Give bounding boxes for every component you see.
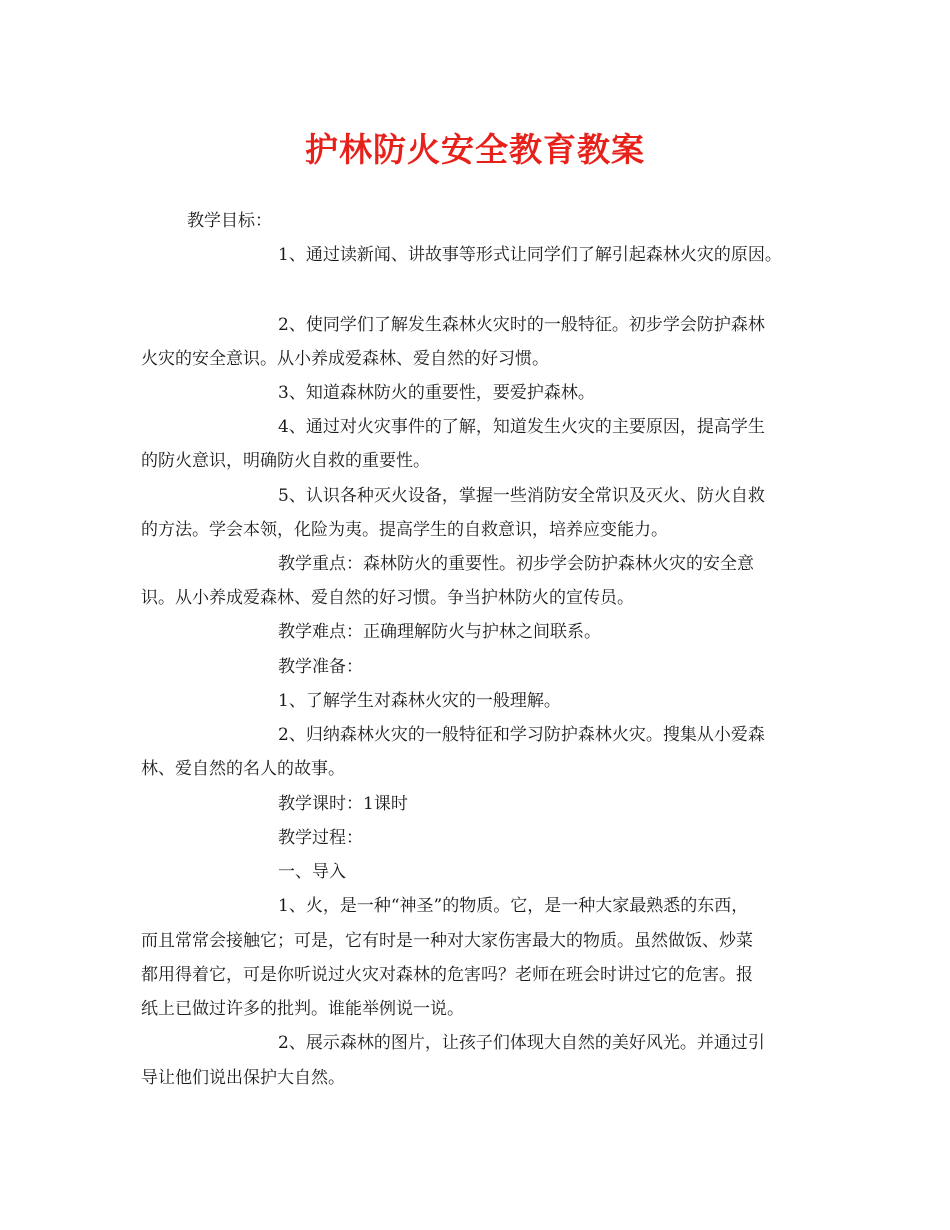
text-line: 1、火，是一种“神圣”的物质。它，是一种大家最熟悉的东西， [278, 896, 749, 916]
text-line: 教学重点：森林防火的重要性。初步学会防护森林火灾的安全意 [278, 554, 754, 574]
text-line: 而且常常会接触它；可是，它有时是一种对大家伤害最大的物质。虽然做饭、炒菜 [141, 931, 753, 951]
text-line: 2、展示森林的图片，让孩子们体现大自然的美好风光。并通过引 [278, 1033, 765, 1053]
text-line: 4、通过对火灾事件的了解，知道发生火灾的主要原因，提高学生 [278, 417, 765, 437]
text-line: 教学准备： [278, 657, 363, 677]
text-line: 火灾的安全意识。从小养成爱森林、爱自然的好习惯。 [141, 349, 549, 369]
text-line: 导让他们说出保护大自然。 [141, 1068, 345, 1088]
text-line: 2、使同学们了解发生森林火灾时的一般特征。初步学会防护森林 [278, 315, 765, 335]
text-line: 5、认识各种灭火设备，掌握一些消防安全常识及灭火、防火自救 [278, 486, 765, 506]
text-line: 教学难点：正确理解防火与护林之间联系。 [278, 622, 601, 642]
text-line: 1、了解学生对森林火灾的一般理解。 [278, 691, 561, 711]
text-line: 3、知道森林防火的重要性，要爱护森林。 [278, 383, 595, 403]
text-line: 教学课时：1课时 [278, 794, 408, 814]
text-line: 的方法。学会本领，化险为夷。提高学生的自救意识，培养应变能力。 [141, 520, 668, 540]
document-title: 护林防火安全教育教案 [305, 130, 645, 169]
text-line: 纸上已做过许多的批判。谁能举例说一说。 [141, 999, 464, 1019]
text-line: 的防火意识，明确防火自救的重要性。 [141, 451, 430, 471]
text-line: 2、归纳森林火灾的一般特征和学习防护森林火灾。搜集从小爱森 [278, 725, 765, 745]
text-line: 识。从小养成爱森林、爱自然的好习惯。争当护林防火的宣传员。 [141, 588, 634, 608]
text-line: 教学目标： [187, 211, 272, 231]
text-line: 教学过程： [278, 828, 363, 848]
text-line: 林、爱自然的名人的故事。 [141, 759, 345, 779]
text-line: 一、导入 [278, 862, 346, 882]
text-line: 都用得着它，可是你听说过火灾对森林的危害吗？老师在班会时讲过它的危害。报 [141, 965, 753, 985]
text-line: 1、通过读新闻、讲故事等形式让同学们了解引起森林火灾的原因。 [278, 245, 782, 265]
